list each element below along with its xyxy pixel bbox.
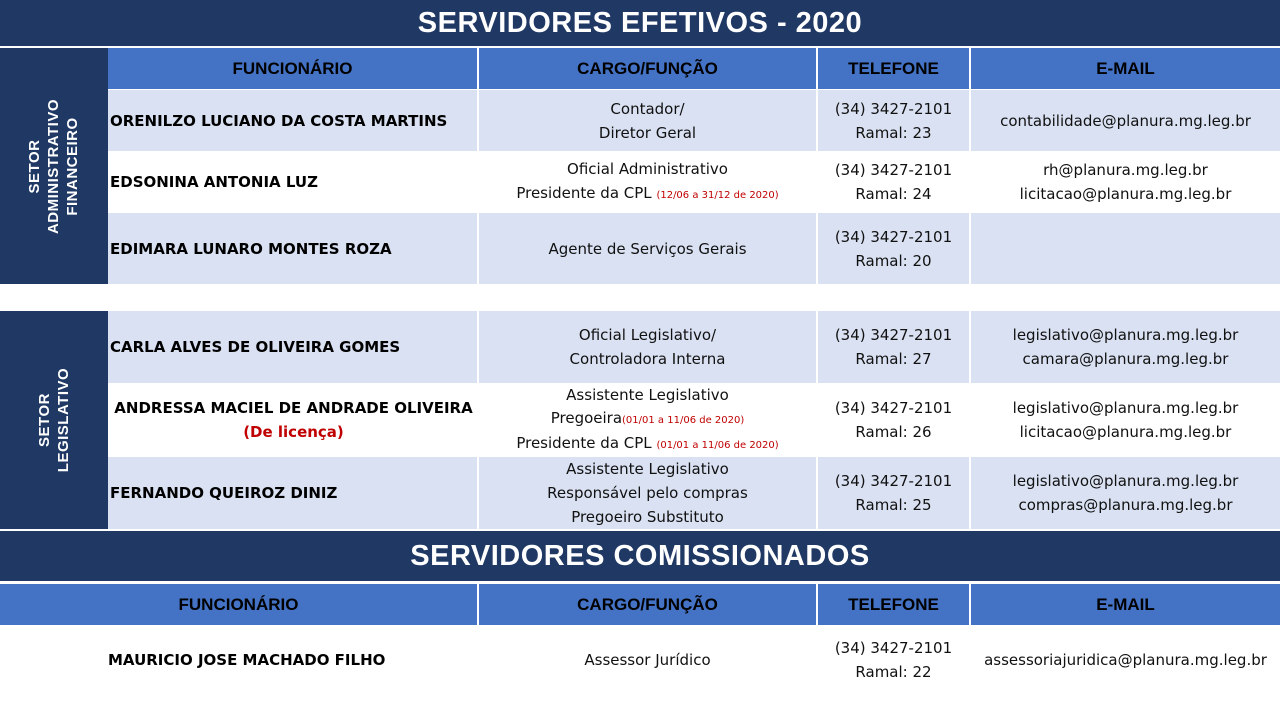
header-label: CARGO/FUNÇÃO [577, 594, 718, 614]
email-link[interactable]: camara@planura.mg.leg.br [1022, 350, 1229, 368]
sector-label-line: LEGISLATIVO [55, 367, 72, 473]
email-link[interactable]: licitacao@planura.mg.leg.br [1019, 185, 1232, 203]
employee-phone [818, 628, 969, 692]
employee-cargo [479, 311, 816, 383]
phone-number: (34) 3427-2101 [834, 99, 953, 118]
cargo-line: Presidente da CPL [516, 183, 652, 202]
employee-cargo [479, 90, 816, 151]
employee-name [110, 384, 477, 456]
header-email [971, 48, 1280, 89]
employee-name-text: FERNANDO QUEIROZ DINIZ [110, 484, 338, 502]
email-link[interactable]: legislativo@planura.mg.leg.br [1012, 326, 1239, 344]
email-link[interactable]: assessoriajuridica@planura.mg.leg.br [984, 651, 1267, 669]
cargo-line: Pregoeira [550, 408, 623, 427]
employee-email [971, 384, 1280, 456]
employee-cargo [479, 152, 816, 212]
column-divider [816, 311, 818, 529]
phone-number: (34) 3427-2101 [834, 472, 953, 490]
cargo-line: Agente de Serviços Gerais [548, 239, 747, 258]
comissionados-title [0, 531, 1280, 581]
sector-label-line: ADMINISTRATIVO [45, 98, 63, 234]
employee-email [971, 311, 1280, 383]
column-divider [969, 311, 971, 529]
employee-cargo [479, 384, 816, 456]
column-divider [969, 48, 971, 284]
cargo-line: Pregoeiro Substituto [571, 508, 724, 526]
employee-name [110, 457, 477, 529]
employee-name [110, 311, 477, 383]
cargo-line: Assistente Legislativo [566, 460, 729, 478]
phone-extension: Ramal: 22 [855, 663, 932, 681]
header-funcionario [0, 584, 477, 625]
phone-extension: Ramal: 24 [855, 185, 932, 203]
email-link[interactable]: compras@planura.mg.leg.br [1018, 496, 1233, 514]
employee-phone [818, 384, 969, 456]
employee-phone [818, 311, 969, 383]
email-link[interactable]: contabilidade@planura.mg.leg.br [1000, 111, 1251, 130]
employee-name-text: EDIMARA LUNARO MONTES ROZA [110, 239, 392, 258]
phone-extension: Ramal: 20 [855, 251, 932, 270]
phone-number: (34) 3427-2101 [834, 399, 953, 417]
email-link[interactable]: legislativo@planura.mg.leg.br [1012, 472, 1239, 490]
leave-status-note: (De licença) [243, 423, 344, 441]
sector-label-line: FINANCEIRO [64, 116, 82, 216]
header-label: E-MAIL [1096, 594, 1155, 614]
employee-email-empty [971, 213, 1280, 284]
employee-name [108, 628, 477, 692]
sector-label-line: SETOR [26, 139, 44, 193]
sector-legislativo [0, 311, 108, 529]
header-label: TELEFONE [848, 58, 939, 78]
phone-extension: Ramal: 25 [855, 496, 932, 514]
header-funcionario [108, 48, 477, 89]
employee-name-text: ORENILZO LUCIANO DA COSTA MARTINS [110, 111, 448, 130]
employee-email [971, 628, 1280, 692]
cargo-line: Assistente Legislativo [566, 385, 729, 404]
cargo-line: Oficial Administrativo [567, 159, 728, 178]
email-link[interactable]: licitacao@planura.mg.leg.br [1019, 423, 1232, 441]
employee-email [971, 457, 1280, 529]
employee-name-text: MAURICIO JOSE MACHADO FILHO [108, 651, 386, 669]
cargo-line: Controladora Interna [569, 350, 726, 368]
column-divider [477, 311, 479, 529]
header-label: FUNCIONÁRIO [178, 594, 299, 614]
cargo-period-note: (01/01 a 11/06 de 2020) [622, 414, 745, 426]
employee-cargo [479, 628, 816, 692]
phone-extension: Ramal: 27 [855, 350, 932, 368]
header-email [971, 584, 1280, 625]
employee-phone [818, 90, 969, 151]
phone-number: (34) 3427-2101 [834, 161, 953, 179]
header-label: E-MAIL [1096, 58, 1155, 78]
employee-name [110, 152, 477, 212]
employee-name-text: CARLA ALVES DE OLIVEIRA GOMES [110, 338, 401, 356]
phone-number: (34) 3427-2101 [834, 326, 953, 344]
employee-cargo [479, 457, 816, 529]
column-divider [477, 48, 479, 284]
employee-email [971, 90, 1280, 151]
email-link[interactable]: rh@planura.mg.leg.br [1043, 161, 1208, 179]
phone-extension: Ramal: 26 [855, 423, 932, 441]
phone-number: (34) 3427-2101 [834, 639, 953, 657]
phone-extension: Ramal: 23 [855, 123, 932, 142]
employee-email [971, 152, 1280, 212]
header-label: CARGO/FUNÇÃO [577, 58, 718, 78]
email-link[interactable]: legislativo@planura.mg.leg.br [1012, 399, 1239, 417]
cargo-line: Contador/ [610, 99, 685, 118]
header-telefone [818, 48, 969, 89]
header-label: TELEFONE [848, 594, 939, 614]
cargo-line: Presidente da CPL [516, 433, 652, 452]
comissionados-title-text: SERVIDORES COMISSIONADOS [410, 539, 870, 572]
cargo-line: Assessor Jurídico [584, 651, 711, 669]
header-cargo [479, 584, 816, 625]
employee-name [110, 90, 477, 151]
cargo-line: Diretor Geral [598, 123, 697, 142]
phone-number: (34) 3427-2101 [834, 227, 953, 246]
cargo-period-note: (01/01 a 11/06 de 2020) [656, 439, 779, 451]
sector-label-line: SETOR [36, 393, 53, 447]
employee-phone [818, 213, 969, 284]
cargo-line: Responsável pelo compras [547, 484, 748, 502]
sector-administrativo-financeiro [0, 48, 108, 284]
employee-name-text: EDSONINA ANTONIA LUZ [110, 173, 318, 191]
efetivos-title-text: SERVIDORES EFETIVOS - 2020 [417, 6, 863, 39]
header-telefone [818, 584, 969, 625]
employee-cargo [479, 213, 816, 284]
employee-phone [818, 152, 969, 212]
employee-name [110, 213, 477, 284]
cargo-line: Oficial Legislativo/ [578, 326, 717, 344]
efetivos-title [0, 0, 1280, 46]
header-cargo [479, 48, 816, 89]
column-divider [816, 48, 818, 284]
employee-name-text: ANDRESSA MACIEL DE ANDRADE OLIVEIRA [114, 399, 473, 417]
cargo-period-note: (12/06 a 31/12 de 2020) [656, 189, 779, 201]
header-label: FUNCIONÁRIO [232, 58, 353, 78]
employee-phone [818, 457, 969, 529]
